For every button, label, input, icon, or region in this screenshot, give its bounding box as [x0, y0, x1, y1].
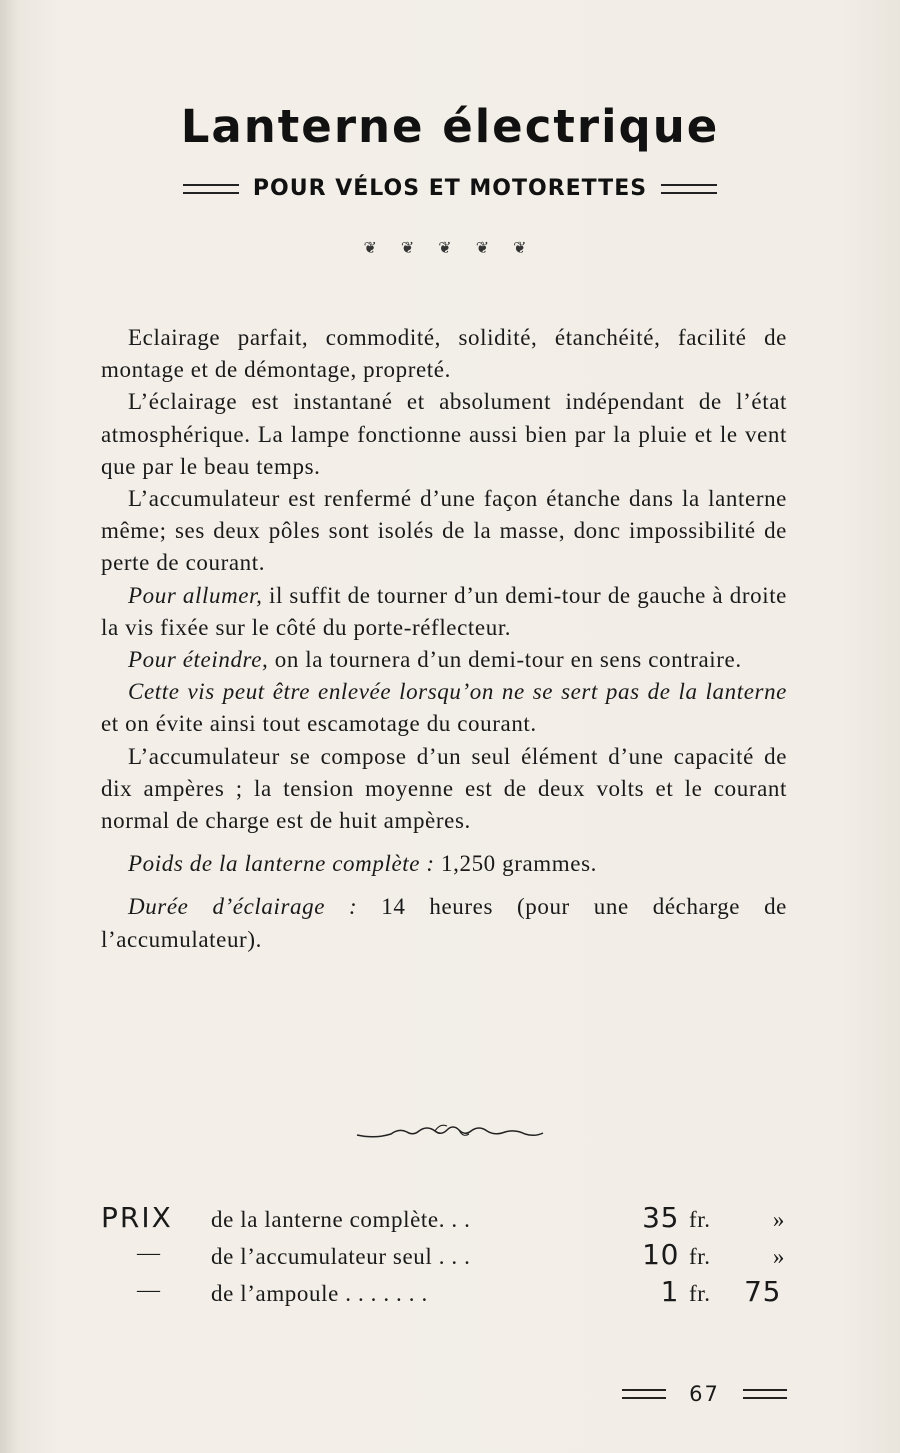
screw-note-text: et on évite ainsi tout escamotage du courant. — [101, 711, 537, 737]
duration-label: Durée d’éclairage : — [128, 894, 358, 920]
paragraph-switch-on — [101, 580, 787, 644]
paragraph-switch-off — [101, 644, 787, 676]
price-centimes: 75 — [744, 1275, 781, 1308]
price-row — [101, 1277, 791, 1314]
double-rule-right — [743, 1389, 787, 1399]
paragraph-instant-lighting: L’éclairage est instantané et absolument indépendant de l’état atmosphérique. La lampe fonctionne aussi bien par la pluie et le vent que par le beau temps. — [101, 389, 787, 479]
price-unit: fr. — [689, 1207, 711, 1232]
subtitle-row — [0, 176, 900, 201]
body-text — [101, 322, 787, 956]
ditto-dash: — — [137, 1240, 161, 1265]
paragraph-features: Eclairage parfait, commodité, solidité, étanchéité, facilité de montage et de démontage, propreté. — [101, 325, 787, 383]
paragraph-duration — [101, 891, 787, 955]
ditto-dash: — — [137, 1277, 161, 1302]
double-rule-left — [183, 184, 239, 194]
price-item-label: de l’ampoule . . . . . . . — [211, 1281, 428, 1306]
switch-off-text: on la tournera d’un demi-tour en sens contraire. — [268, 647, 742, 673]
page-footer — [622, 1382, 787, 1406]
duration-value: 14 heures (pour une décharge de l’accumulateur). — [101, 894, 787, 952]
paragraph-accumulator: L’accumulateur est renfermé d’une façon étanche dans la lanterne même; ses deux pôles sont isolés de la masse, donc impossibilité de perte de courant. — [101, 486, 787, 576]
double-rule-left — [622, 1389, 666, 1399]
price-unit: fr. — [689, 1244, 711, 1269]
weight-label: Poids de la lanterne complète : — [128, 851, 435, 877]
price-row — [101, 1203, 791, 1240]
price-francs: 35 — [642, 1201, 679, 1234]
price-centimes: » — [772, 1244, 785, 1269]
price-row — [101, 1240, 791, 1277]
switch-on-text: il suffit de tourner d’un demi-tour de gauche à droite la vis fixée sur le côté du porte-réflecteur. — [101, 582, 787, 640]
price-centimes: » — [772, 1207, 785, 1232]
weight-value: 1,250 grammes. — [434, 851, 597, 877]
double-rule-right — [661, 184, 717, 194]
page-number: 67 — [689, 1382, 720, 1406]
paragraph-screw — [101, 676, 787, 740]
price-francs: 10 — [642, 1238, 679, 1271]
price-item-label: de l’accumulateur seul . . . — [211, 1244, 471, 1269]
prix-label: PRIX — [101, 1201, 173, 1234]
switch-on-label: Pour allumer, — [128, 582, 263, 608]
price-item-label: de la lanterne complète. . . — [211, 1207, 471, 1232]
switch-off-label: Pour éteindre, — [128, 647, 269, 673]
page-title: Lanterne électrique — [180, 100, 720, 153]
screw-note-italic: Cette vis peut être enlevée lorsqu’on ne se sert pas de la lanterne — [128, 679, 787, 705]
fleuron-ornament: ❦ ❦ ❦ ❦ ❦ — [363, 240, 537, 257]
price-unit: fr. — [689, 1281, 711, 1306]
price-list — [101, 1203, 791, 1314]
paragraph-capacity: L’accumulateur se compose d’un seul élément d’une capacité de dix ampères ; la tension moyenne est de deux volts et le courant normal de charge est de huit ampères. — [101, 743, 787, 834]
decorative-swash-icon — [0, 1122, 900, 1147]
price-francs: 1 — [660, 1275, 679, 1308]
page-subtitle: POUR VÉLOS ET MOTORETTES — [252, 176, 648, 201]
paragraph-weight — [101, 848, 787, 880]
